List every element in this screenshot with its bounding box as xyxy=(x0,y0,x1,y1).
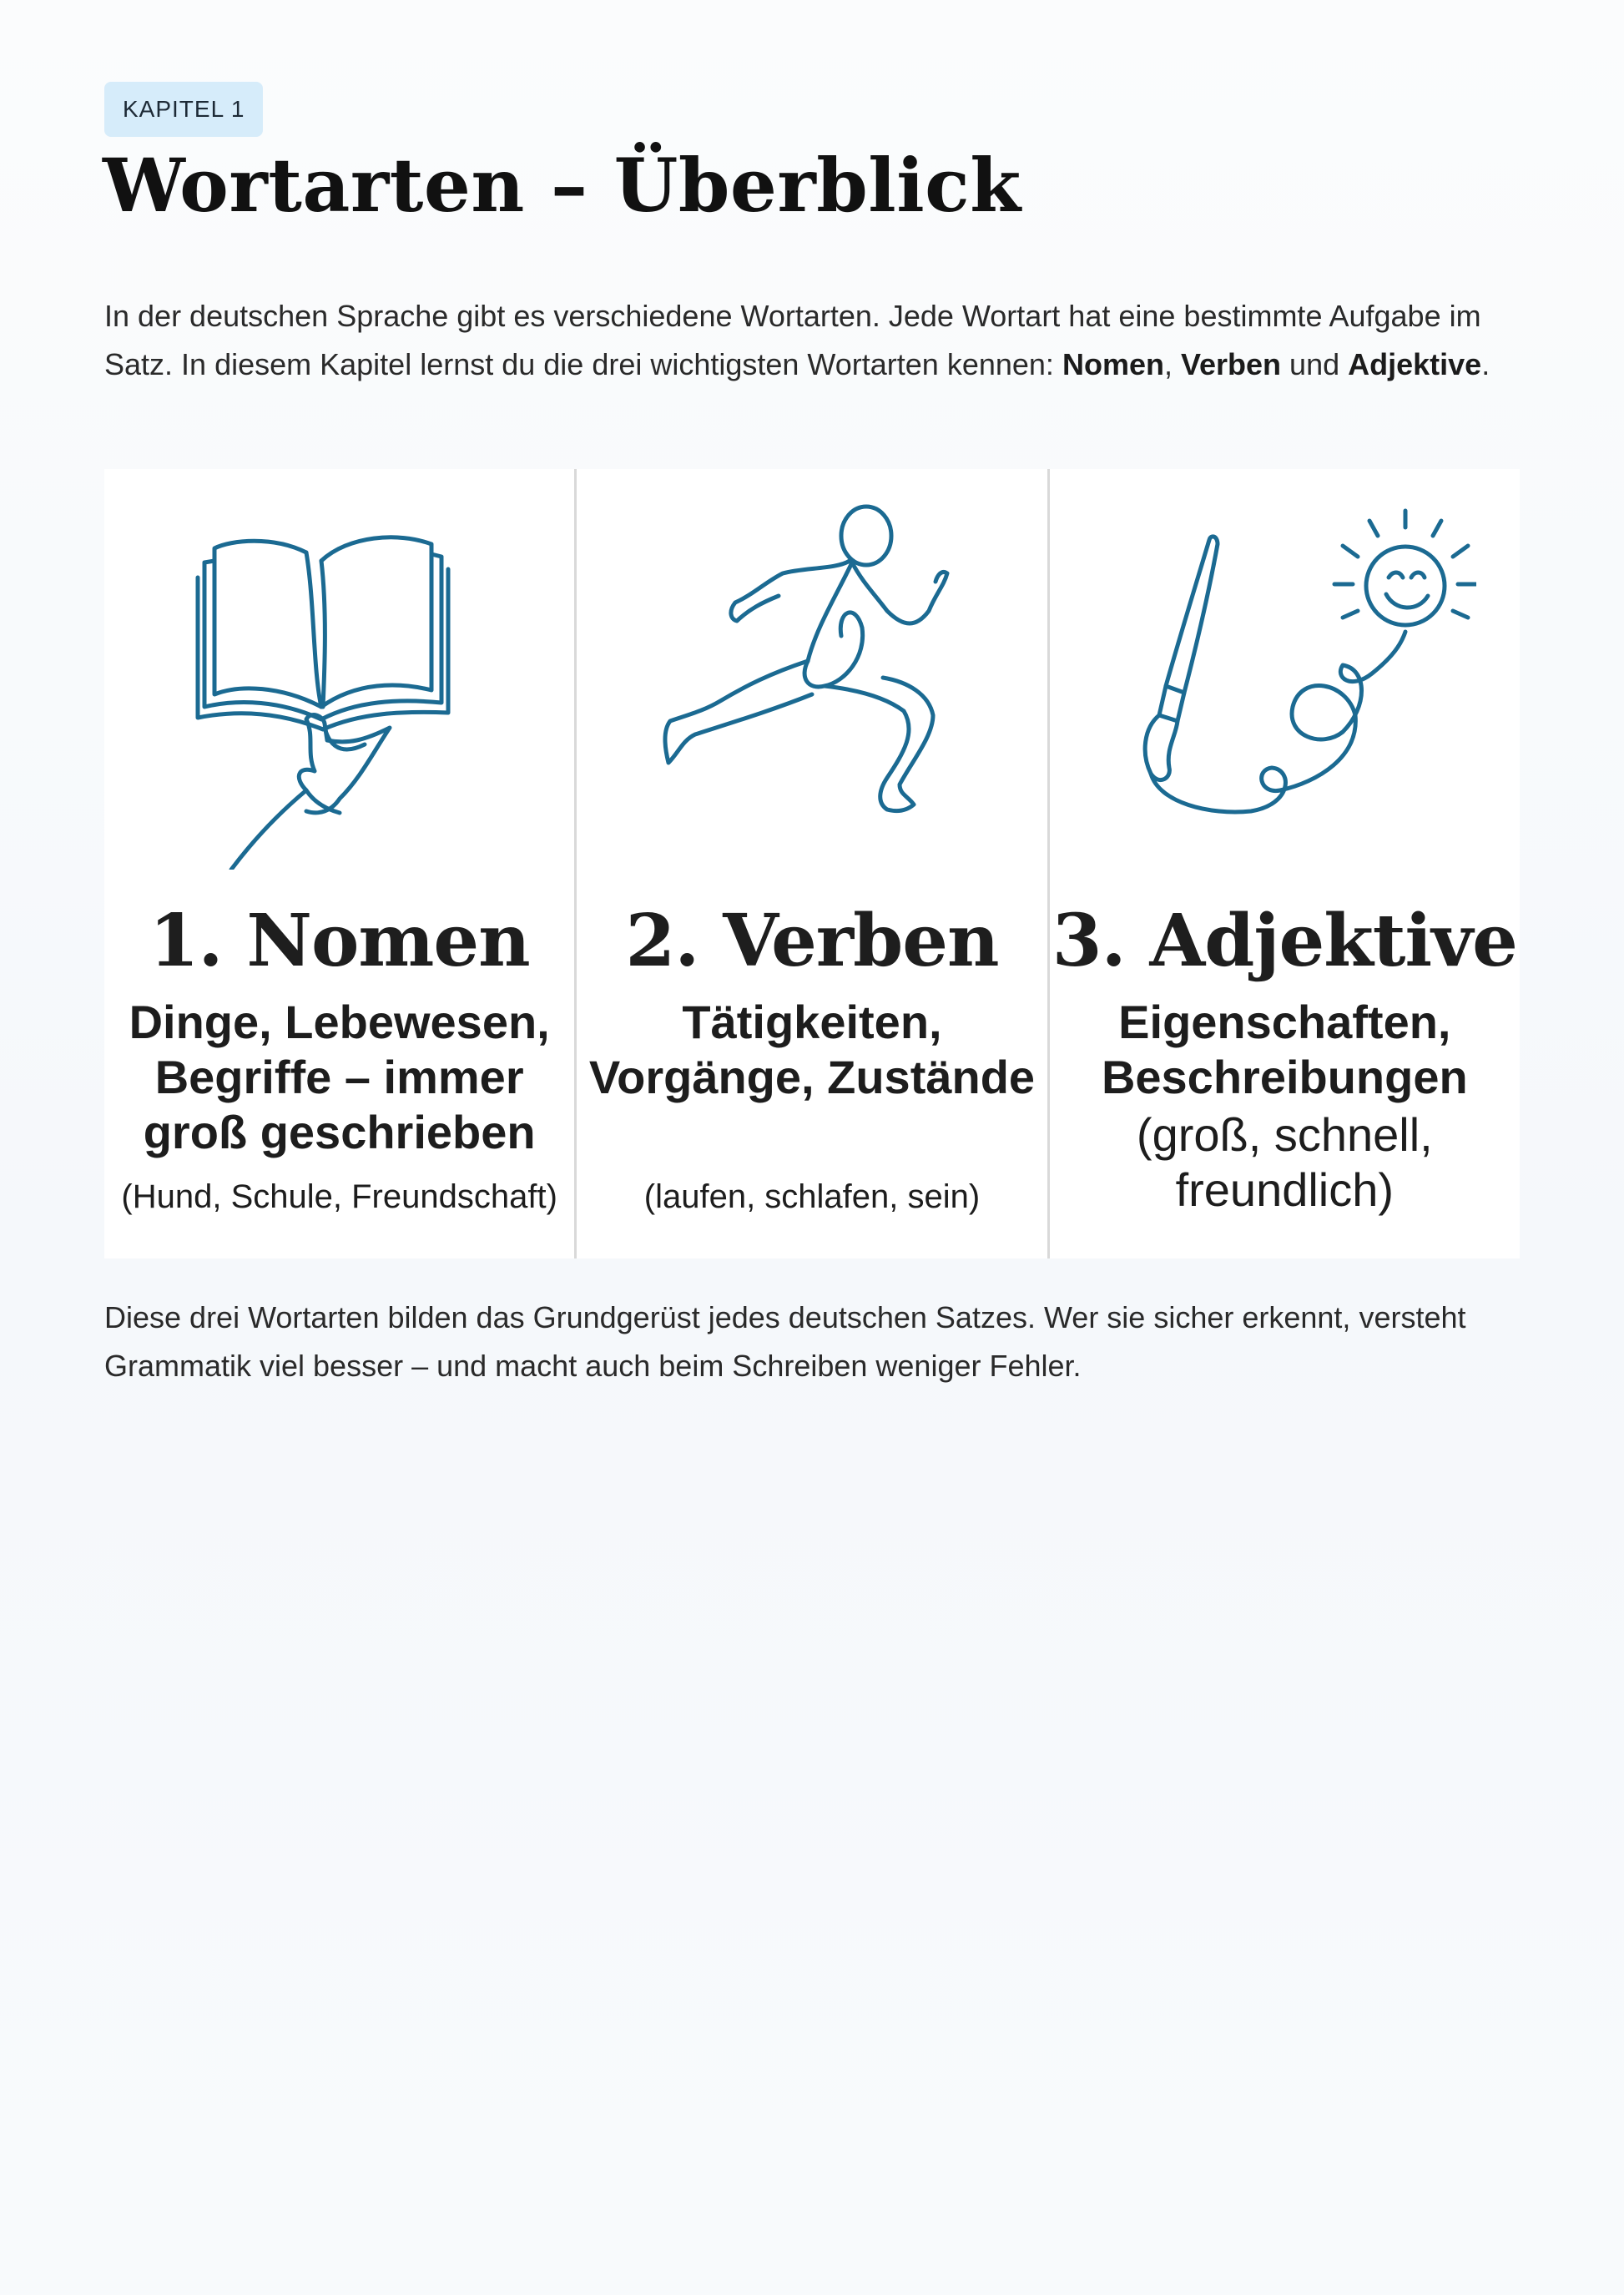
intro-text: In der deutschen Sprache gibt es verschiedene Wortarten. Jede Wortart hat eine bestimmte Aufgabe im Satz. In diesem Kapitel lernst du die drei wichtigsten Wortarten kennen: xyxy=(104,299,1481,381)
intro-separator: und xyxy=(1281,347,1349,381)
column-description: Tätigkeiten, Vorgänge, Zustände xyxy=(588,996,1036,1103)
intro-term-verben: Verben xyxy=(1180,347,1282,381)
column-verben xyxy=(574,469,1047,1258)
page-title: Wortarten – Überblick xyxy=(103,142,1021,229)
intro-term-adjektive: Adjektive xyxy=(1348,347,1482,381)
column-nomen xyxy=(104,469,574,1258)
word-types-infographic xyxy=(104,469,1520,1258)
column-title: 1. Nomen xyxy=(149,899,530,983)
column-description: Eigenschaften, Beschreibungen xyxy=(1101,996,1468,1103)
column-title: 2. Verben xyxy=(625,899,999,983)
paintbrush-sun-icon xyxy=(1050,502,1520,870)
open-book-hand-icon xyxy=(104,502,574,870)
running-person-icon xyxy=(577,502,1047,870)
outro-paragraph: Diese drei Wortarten bilden das Grundgerüst jedes deutschen Satzes. Wer sie sicher erkennt, versteht Grammatik viel besser – und macht auch beim Schreiben weniger Fehler. xyxy=(104,1300,1466,1383)
intro-term-nomen: Nomen xyxy=(1062,347,1164,381)
intro-paragraph xyxy=(104,292,1540,389)
column-examples: (laufen, schlafen, sein) xyxy=(643,1178,981,1215)
column-title: 3. Adjektive xyxy=(1052,899,1517,983)
column-examples: (groß, schnell, freundlich) xyxy=(1136,1108,1433,1216)
column-examples: (Hund, Schule, Freundschaft) xyxy=(121,1178,557,1215)
column-adjektive xyxy=(1047,469,1520,1258)
intro-separator: , xyxy=(1163,347,1181,381)
intro-end: . xyxy=(1481,347,1490,381)
column-description: Dinge, Lebewesen, Begriffe – immer groß geschrieben xyxy=(129,996,550,1158)
chapter-badge: KAPITEL 1 xyxy=(104,82,263,137)
